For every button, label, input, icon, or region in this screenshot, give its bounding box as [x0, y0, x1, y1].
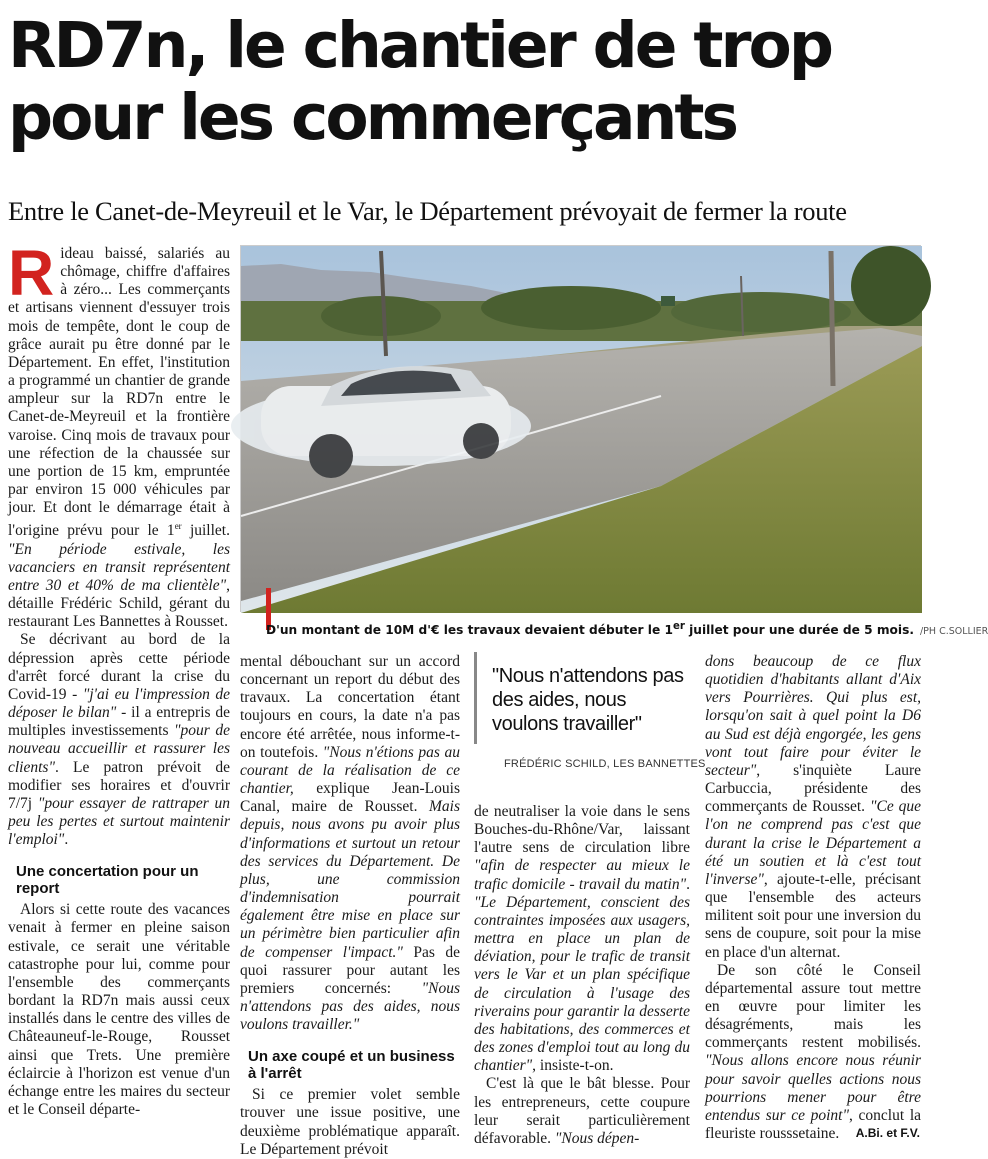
pull-quote-author: FRÉDÉRIC SCHILD, LES BANNETTES	[504, 758, 706, 770]
quote-run: "pour de nouveau accueillir et rassurer les clients"	[8, 722, 230, 776]
article-subhead: Entre le Canet-de-Meyreuil et le Var, le Département prévoyait de fermer la route	[8, 196, 847, 226]
article-column-4	[705, 653, 921, 1143]
section-subheading: Un axe coupé et un business à l'arrêt	[248, 1048, 455, 1083]
quote-run: "Ce que l'on ne comprend pas c'est que durant la crise le Département a été un soutien et là c'est tout l'inverse"	[705, 798, 921, 888]
photo-caption	[266, 617, 988, 642]
text-run: , insiste-t-on.	[532, 1057, 614, 1075]
pull-quote-bar	[474, 652, 477, 744]
text-run: C'est là que le bât blesse. Pour les entrepreneurs, cette coupure leur serait particulièrement défavorable.	[474, 1075, 690, 1147]
text-run: , ajoute-t-elle, précisant que l'ensemble des acteurs militent soit pour une inversion du sens de coupure, soit pour la mise en place d'un alternat.	[705, 870, 921, 961]
paragraph: Si ce premier volet semble trouver une issue positive, une deuxième problématique apparaît. Le Département prévoit	[240, 1086, 460, 1158]
quote-run: "Nous n'étions pas au courant de la réalisation de ce chantier,	[240, 743, 460, 798]
article-headline: RD7n, le chantier de trop pour les commerçants	[8, 9, 831, 154]
intro-paragraph	[8, 237, 230, 631]
text-run: juillet pour une durée de 5 mois.	[684, 623, 914, 638]
superscript: er	[174, 521, 182, 532]
text-run: , s'inquiète Laure Carbuccia, présidente des commerçants de Rousset.	[705, 761, 921, 816]
article-column-2	[240, 653, 460, 1159]
paragraph	[474, 1075, 690, 1148]
text-run: .	[686, 875, 690, 893]
superscript: er	[672, 621, 685, 632]
text-run: Pas de quoi rassurer pour autant les premiers concernés:	[240, 943, 460, 997]
text-run: de neutraliser la voie dans le sens Bouches-du-Rhône/Var, laissant l'autre sens de circulation libre	[474, 803, 690, 857]
text-run: . Le patron prévoit de modifier ses horaires et d'ouvrir 7/7j	[8, 758, 230, 812]
drop-cap: R	[8, 237, 55, 309]
article-column-1	[8, 237, 231, 1119]
quote-run: "pour essayer de rattraper un peu les pertes et surtout maintenir l'emploi"	[8, 794, 230, 849]
text-run: - il a entrepris de multiples investissements	[8, 704, 230, 740]
paragraph: Alors si cette route des vacances venait à fermer en pleine saison estivale, ce serait une véritable catastrophe pour lui, comme pour l'ensemble des commerçants bordant la RD7n mais aussi ceux installés dans le centre des villes de Châteauneuf-le-Rouge, Rousset ainsi que Trets. Une première éclaircie à l'horizon est venue d'un échange entre les maires du secteur et le Conseil départe-	[8, 901, 230, 1119]
text-run: ideau baissé, salariés au chômage, chiffre d'affaires à zéro... Les commerçants et artisans viennent d'essuyer trois mois de tempête, dont le coup de grâce aurait pu être donné par le Département. En effet, l'institution a programmé un chantier de grande ampleur sur la RD7n entre le Canet-de-Meyreuil et la frontière varoise. Cinq mois de travaux pour une réfection de la chaussée sur une portion de 15 km, empruntée par environ 15 000 véhicules par jour. Et dont le démarrage était à l'origine prévu pour le 1	[8, 245, 230, 540]
text-run: .	[64, 831, 69, 849]
text-run: mental débouchant sur un accord concernant un report du début des travaux. La concertation étant toujours en cours, la date n'a pas encore été arrêtée, nous informe-t-on toutefois.	[240, 653, 460, 761]
paragraph	[240, 653, 460, 1034]
text-run: , conclut la fleuriste rousssetaine.	[705, 1106, 922, 1143]
author-signature: A.Bi. et F.V.	[855, 1126, 920, 1140]
quote-run: dons beaucoup de ce flux quotidien d'habitants allant d'Aix vers Pourrières. Qui plus est, lorsqu'on sait à quel point la D6 au Sud est déjà engorgée, les gens vont tout faire pour éviter le secteur"	[705, 653, 921, 779]
quote-run: "Nous allons encore nous réunir pour savoir quelles actions nous pourrions mener pour être entendus sur ce point"	[705, 1052, 921, 1124]
quote-run: "En période estivale, les vacanciers en transit représentent entre 30 et 40% de ma clientèle"	[8, 540, 230, 594]
road-photo	[240, 245, 921, 612]
section-subheading: Une concertation pour un report	[16, 863, 199, 898]
text-run: explique Jean-Louis Canal, maire de Rousset.	[240, 780, 460, 816]
quote-run: "Le Département, conscient des contraintes imposées aux usagers, mettra en place un plan de déviation, pour le trafic de transit vers le Var et un plan spécifique de circulation à l'usage des riverains pour garantir la desserte des habitations, des commerces et des zones d'emploi tout au long du chantier"	[474, 893, 690, 1075]
road-photo-image	[241, 246, 922, 613]
quote-run: "afin de respecter au mieux le trafic domicile - travail du matin"	[474, 857, 690, 893]
text-run: De son côté le Conseil départemental assure tout mettre en œuvre pour limiter les désagréments, mais les commerçants restent mobilisés.	[705, 961, 921, 1052]
paragraph	[705, 962, 921, 1144]
paragraph	[8, 631, 230, 849]
photo-credit: /PH C.SOLLIER	[919, 626, 988, 638]
quote-run: "Nous n'attendons pas des aides, nous voulons travailler."	[240, 979, 460, 1034]
text-run: Se décrivant au bord de la dépression après cette période d'arrêt forcé durant la crise du Covid-19 -	[8, 631, 230, 703]
caption-text	[266, 623, 914, 637]
quote-run: Mais depuis, nous avons pu avoir plus d'informations et surtout un retour des services du Département. De plus, une commission d'indemnisation pourrait également être mise en place sur un périmètre bien particulier afin de compenser l'impact."	[240, 798, 460, 961]
text-run: D'un montant de 10M d'€ les travaux devaient débuter le 1	[266, 623, 673, 638]
pull-quote-text: "Nous n'attendons pas des aides, nous voulons travailler"	[492, 665, 684, 735]
article-column-3	[474, 803, 690, 1148]
paragraph	[705, 653, 921, 962]
text-run: juillet.	[181, 522, 230, 540]
paragraph	[474, 803, 690, 1075]
quote-run: "j'ai eu l'impression de déposer le bilan"	[8, 685, 231, 722]
quote-run: "Nous dépen-	[554, 1129, 640, 1147]
pull-quote	[474, 652, 706, 774]
text-run: , détaille Frédéric Schild, gérant du restaurant Les Bannettes à Rousset.	[8, 576, 230, 631]
